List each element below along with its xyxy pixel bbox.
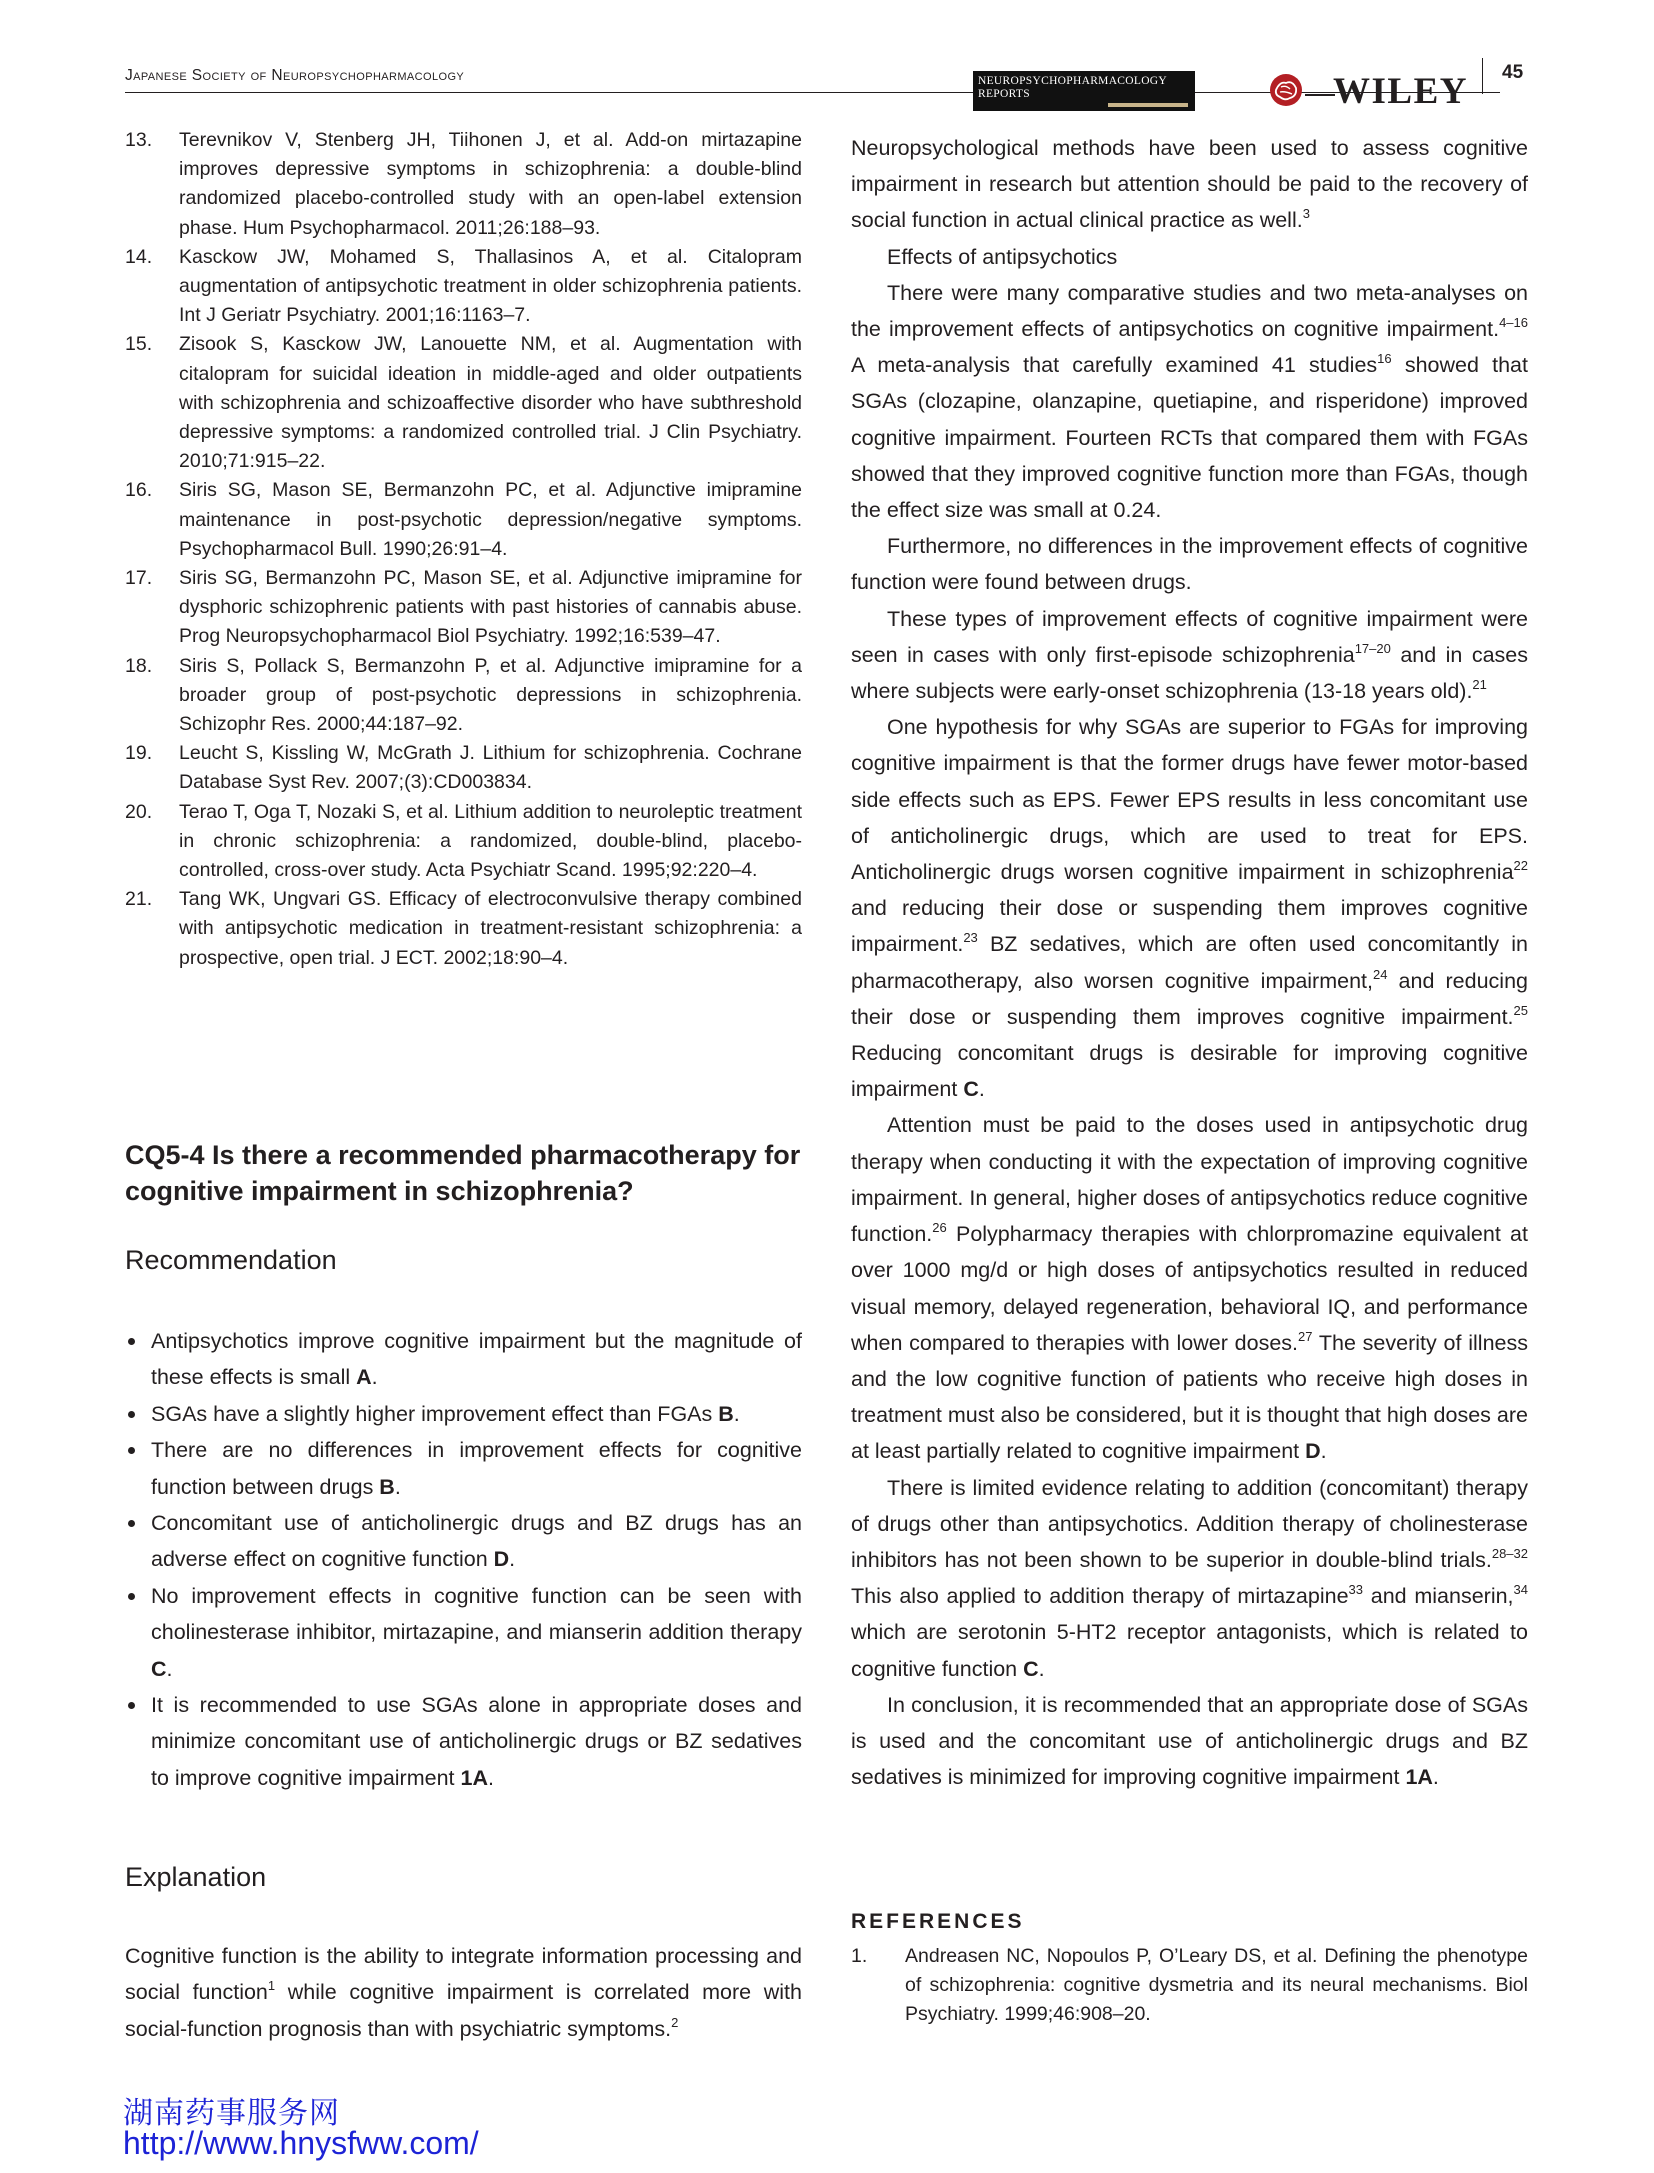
explanation-paragraph xyxy=(125,1938,802,2047)
journal-banner xyxy=(973,71,1195,111)
evidence-grade: A xyxy=(356,1365,372,1390)
punctuation: . xyxy=(394,1474,401,1499)
page-number: 45 xyxy=(1502,62,1524,83)
page-number-separator xyxy=(1482,58,1483,94)
citation-superscript: 16 xyxy=(1377,351,1392,367)
recommendation-list xyxy=(125,1323,802,1796)
reference-text: Leucht S, Kissling W, McGrath J. Lithium for schizophrenia. Cochrane Database Syst Rev. 2007;(3):CD003834. xyxy=(179,742,802,794)
reference-entry xyxy=(125,564,802,652)
evidence-grade: B xyxy=(718,1401,734,1426)
recommendation-text: SGAs have a slightly higher improvement effect than FGAs xyxy=(151,1401,719,1426)
citation-superscript: 22 xyxy=(1513,858,1528,874)
citation-superscript: 1 xyxy=(267,1978,276,1994)
subheading-effects-of-antipsychotics: Effects of antipsychotics xyxy=(887,244,1118,269)
citation-superscript: 23 xyxy=(963,930,978,946)
recommendation-heading: Recommendation xyxy=(125,1245,337,1275)
citation-superscript: 4–16 xyxy=(1499,315,1528,331)
citation-superscript: 2 xyxy=(671,2014,679,2030)
paragraph: Furthermore, no differences in the improvement effects of cognitive function were found between drugs. xyxy=(851,534,1528,595)
explanation-heading: Explanation xyxy=(125,1862,267,1892)
paragraph-text: These types of improvement effects of cognitive impairment were seen in cases with only first-episode schizophrenia xyxy=(851,606,1528,667)
watermark-url-link[interactable]: http://www.hnysfww.com/ xyxy=(123,2125,479,2161)
paragraph-text: One hypothesis for why SGAs are superior to FGAs for improving cognitive impairment is that the former drugs have fewer motor-based side effects such as EPS. Fewer EPS results in less concomitant use of anticholinergic drugs, which are used to treat for EPS. Anticholinergic drugs worsen cognitive impairment in schizophrenia xyxy=(851,715,1528,885)
reference-text: Siris SG, Bermanzohn PC, Mason SE, et al. Adjunctive imipramine for dysphoric schizophrenic patients with past histories of cannabis abuse. Prog Neuropsychopharmacol Biol Psychiatry. 1992;16:539–47. xyxy=(179,567,802,648)
citation-superscript: 24 xyxy=(1372,966,1388,982)
paragraph xyxy=(851,130,1528,239)
recommendation-text: It is recommended to use SGAs alone in appropriate doses and minimize concomitant use of anticholinergic drugs or BZ sedatives to improve cognitive impairment xyxy=(151,1693,802,1790)
reference-text: Tang WK, Ungvari GS. Efficacy of electroconvulsive therapy combined with antipsychotic medication in treatment-resistant schizophrenia: a prospective, open trial. J ECT. 2002;18:90–4. xyxy=(179,888,802,969)
explanation-text: Cognitive function is the ability to integrate information processing and social function xyxy=(125,1944,802,2005)
evidence-grade: D xyxy=(493,1547,510,1572)
paragraph-text: and reducing their dose or suspending them improves cognitive impairment. xyxy=(851,896,1528,957)
bullet-icon xyxy=(128,1338,135,1345)
paragraph-text: There were many comparative studies and two meta-analyses on the improvement effects of antipsychotics on cognitive impairment. xyxy=(851,280,1528,342)
reference-number: 1. xyxy=(851,1945,868,1967)
punctuation: . xyxy=(487,1765,494,1790)
paragraph-text: and mianserin, xyxy=(1363,1584,1514,1609)
bullet-icon xyxy=(128,1593,135,1600)
evidence-grade: 1A xyxy=(460,1765,488,1790)
punctuation: . xyxy=(166,1656,173,1681)
paragraph-text: Neuropsychological methods have been used to assess cognitive impairment in research but attention should be paid to the recovery of social function in actual clinical practice as well. xyxy=(851,136,1528,233)
reference-entry xyxy=(125,330,802,476)
reference-number: 21. xyxy=(125,888,153,911)
recommendation-text: There are no differences in improvement effects for cognitive function between drugs xyxy=(151,1438,802,1499)
paragraph-text: BZ sedatives, which are often used concomitantly in pharmacotherapy, also worsen cognitive impairment, xyxy=(851,932,1528,993)
reference-text: Siris SG, Mason SE, Bermanzohn PC, et al. Adjunctive imipramine maintenance in post-psychotic depression/negative symptoms. Psychopharmacol Bull. 1990;26:91–4. xyxy=(179,479,802,560)
publisher-logo: WILEY xyxy=(1333,71,1468,112)
reference-entry xyxy=(125,243,802,331)
evidence-grade: B xyxy=(379,1474,395,1499)
citation-superscript: 28–32 xyxy=(1491,1545,1528,1561)
journal-brain-logo-icon xyxy=(1268,72,1304,108)
reference-number: 13. xyxy=(125,129,153,151)
citation-superscript: 17–20 xyxy=(1354,640,1391,656)
recommendation-item xyxy=(125,1505,802,1578)
citation-superscript: 33 xyxy=(1348,1582,1364,1598)
recommendation-text: Antipsychotics improve cognitive impairment but the magnitude of these effects is small xyxy=(151,1329,802,1390)
recommendation-item xyxy=(125,1396,802,1432)
reference-text: Terao T, Oga T, Nozaki S, et al. Lithium addition to neuroleptic treatment in chronic schizophrenia: a randomized, double-blind, placebo-controlled, cross-over study. Acta Psychiatr Scand. 1995;92:220–4. xyxy=(179,800,802,882)
reference-entry xyxy=(125,476,802,564)
citation-superscript: 26 xyxy=(932,1220,947,1236)
paragraph-text: This also applied to addition therapy of mirtazapine xyxy=(851,1584,1349,1609)
reference-list-continued xyxy=(125,126,802,973)
punctuation: . xyxy=(978,1077,985,1102)
paragraph xyxy=(851,709,1528,1107)
bullet-icon xyxy=(128,1447,135,1454)
references-heading: REFERENCES xyxy=(851,1910,1025,1933)
bullet-icon xyxy=(128,1411,135,1418)
recommendation-text: Concomitant use of anticholinergic drugs and BZ drugs has an adverse effect on cognitive function xyxy=(151,1511,802,1572)
reference-number: 19. xyxy=(125,742,153,765)
recommendation-item xyxy=(125,1578,802,1687)
watermark-site-name: 湖南药事服务网 xyxy=(123,2096,340,2131)
evidence-grade: C xyxy=(963,1077,979,1102)
punctuation: . xyxy=(1432,1765,1439,1790)
reference-text: Siris S, Pollack S, Bermanzohn P, et al. Adjunctive imipramine for a broader group of post-psychotic depressions in schizophrenia. Schizophr Res. 2000;44:187–92. xyxy=(179,654,802,736)
reference-number: 15. xyxy=(125,333,153,356)
citation-superscript: 3 xyxy=(1302,206,1310,222)
paragraph-text: A meta-analysis that carefully examined 41 studies xyxy=(851,353,1378,378)
paragraph xyxy=(851,1470,1528,1687)
body-text-right-column xyxy=(851,130,1528,1795)
punctuation: . xyxy=(509,1547,516,1572)
reference-number: 14. xyxy=(125,245,153,268)
paragraph-text: Attention must be paid to the doses used in antipsychotic drug therapy when conducting it with the expectation of improving cognitive impairment. In general, higher doses of antipsychotics reduce cognitive function. xyxy=(851,1113,1528,1247)
paragraph xyxy=(851,601,1528,710)
punctuation: . xyxy=(371,1365,378,1390)
paragraph-text: showed that SGAs (clozapine, olanzapine, quetiapine, and risperidone) improved cognitive impairment. Fourteen RCTs that compared them with FGAs showed that they improved cognitive function more than FGAs, though the effect size was small at 0.24. xyxy=(851,353,1528,523)
bullet-icon xyxy=(128,1702,135,1709)
paragraph xyxy=(851,275,1528,528)
reference-entry xyxy=(125,652,802,740)
reference-entry xyxy=(125,885,802,973)
citation-superscript: 25 xyxy=(1513,1002,1528,1018)
reference-entry xyxy=(125,739,802,797)
evidence-grade: C xyxy=(1023,1656,1039,1681)
paragraph xyxy=(851,1687,1528,1796)
punctuation: . xyxy=(733,1401,740,1426)
reference-list xyxy=(851,1942,1528,2030)
recommendation-item xyxy=(125,1687,802,1796)
running-header-society: Japanese Society of Neuropsychopharmacology xyxy=(125,67,465,84)
bullet-icon xyxy=(128,1520,135,1527)
reference-text: Andreasen NC, Nopoulos P, O’Leary DS, et al. Defining the phenotype of schizophrenia: cognitive dysmetria and its neural mechanisms. Biol Psychiatry. 1999;46:908–20. xyxy=(905,1945,1528,2026)
paragraph-text: and reducing their dose or suspending them improves cognitive impairment. xyxy=(851,968,1528,1029)
evidence-grade: 1A xyxy=(1405,1765,1433,1790)
evidence-grade: D xyxy=(1305,1439,1321,1464)
reference-text: Kasckow JW, Mohamed S, Thallasinos A, et al. Citalopram augmentation of antipsychotic treatment in older schizophrenia patients. Int J Geriatr Psychiatry. 2001;16:1163–7. xyxy=(179,245,802,327)
reference-text: Zisook S, Kasckow JW, Lanouette NM, et al. Augmentation with citalopram for suicidal ideation in middle-aged and older outpatients with schizophrenia and schizoaffective disorder who have subthreshold depressive symptoms: a randomized controlled trial. J Clin Psychiatry. 2010;71:915–22. xyxy=(179,333,802,473)
journal-title-line2: REPORTS xyxy=(978,88,1030,100)
recommendation-text: No improvement effects in cognitive function can be seen with cholinesterase inhibitor, mirtazapine, and mianserin addition therapy xyxy=(151,1583,802,1645)
recommendation-item xyxy=(125,1432,802,1505)
journal-title-line1: NEUROPSYCHOPHARMACOLOGY xyxy=(978,75,1168,87)
evidence-grade: C xyxy=(151,1656,167,1681)
reference-text: Terevnikov V, Stenberg JH, Tiihonen J, et al. Add-on mirtazapine improves depressive symptoms in schizophrenia: a double-blind randomized placebo-controlled study with an open-label extension phase. Hum Psychopharmacol. 2011;26:188–93. xyxy=(179,129,802,239)
citation-superscript: 21 xyxy=(1472,677,1487,693)
paragraph-text: There is limited evidence relating to addition (concomitant) therapy of drugs other than antipsychotics. Addition therapy of cholinesterase inhibitors has not been shown to be superior in double-blind trials. xyxy=(851,1475,1528,1572)
clinical-question-heading: CQ5-4 Is there a recommended pharmacotherapy for cognitive impairment in schizophrenia? xyxy=(125,1140,801,1206)
citation-superscript: 27 xyxy=(1298,1328,1313,1344)
reference-entry xyxy=(851,1942,1528,2030)
reference-number: 20. xyxy=(125,800,153,823)
reference-number: 17. xyxy=(125,567,153,590)
reference-entry xyxy=(125,126,802,243)
citation-superscript: 34 xyxy=(1513,1582,1528,1598)
paragraph-text: which are serotonin 5-HT2 receptor antagonists, which is related to cognitive function xyxy=(851,1620,1528,1681)
punctuation: . xyxy=(1038,1656,1045,1681)
journal-banner-stripe xyxy=(1108,103,1188,107)
explanation-text: while cognitive impairment is correlated more with social-function prognosis than with psychiatric symptoms. xyxy=(125,1980,802,2041)
recommendation-item xyxy=(125,1323,802,1396)
paragraph-text: The severity of illness and the low cognitive function of patients who receive high doses in treatment must also be considered, but it is thought that high doses are at least partially related to cognitive impairment xyxy=(851,1330,1528,1464)
wiley-dash xyxy=(1305,94,1335,96)
paragraph xyxy=(851,1107,1528,1469)
paragraph-text: Reducing concomitant drugs is desirable for improving cognitive impairment xyxy=(851,1041,1528,1102)
paragraph-text: and in cases where subjects were early-onset schizophrenia (13-18 years old). xyxy=(851,642,1528,704)
reference-number: 16. xyxy=(125,479,153,502)
paragraph-text: In conclusion, it is recommended that an appropriate dose of SGAs is used and the concomitant use of anticholinergic drugs and BZ sedatives is minimized for improving cognitive impairment xyxy=(851,1692,1528,1790)
punctuation: . xyxy=(1320,1439,1327,1464)
paragraph-text: Polypharmacy therapies with chlorpromazine equivalent at over 1000 mg/d or high doses of antipsychotics resulted in reduced visual memory, delayed regeneration, behavioral IQ, and performance when compared to therapies with lower doses. xyxy=(851,1222,1528,1355)
reference-number: 18. xyxy=(125,654,153,677)
reference-entry xyxy=(125,798,802,886)
